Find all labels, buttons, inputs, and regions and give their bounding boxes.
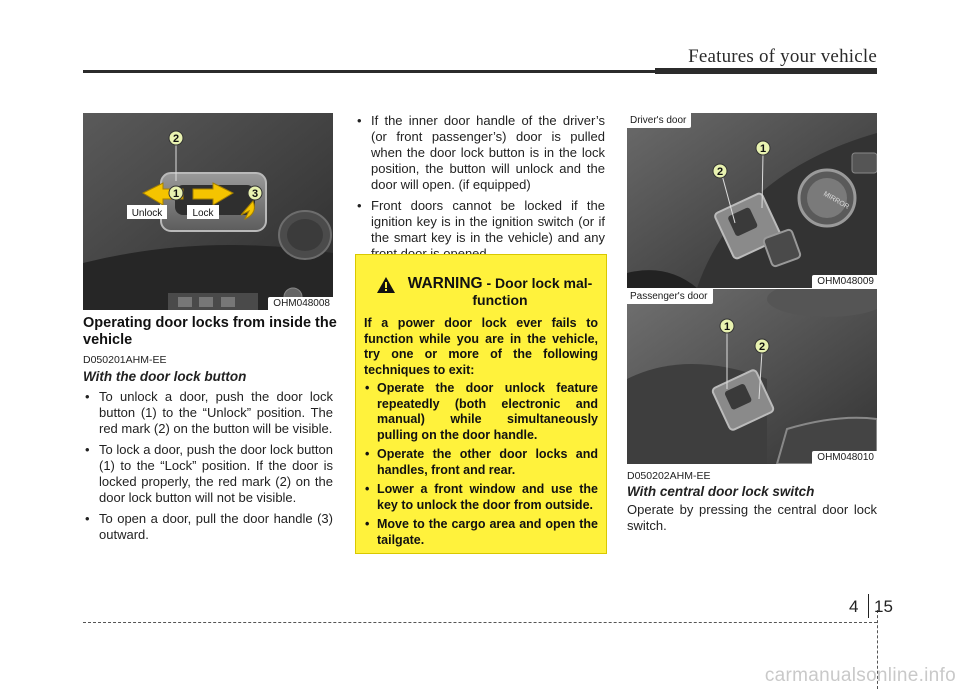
reference-code: D050201AHM-EE [83, 354, 167, 366]
callout-1-text: 1 [172, 188, 180, 200]
figure-code: OHM048010 [812, 451, 877, 464]
paragraph: Operate by pressing the central door lock switch. [627, 502, 877, 533]
figure-caption: Driver's door [627, 113, 691, 128]
section-title: Features of your vehicle [688, 46, 877, 67]
list-item: • Lower a front window and use the key to unlock the door from outside. [365, 482, 598, 512]
warning-header [364, 275, 598, 308]
lock-label: Lock [192, 208, 214, 219]
list-item: • To lock a door, push the door lock button (1) to the “Lock” position. If the door is locked properly, the red mark (2) on the door lock button will not be visible. [85, 442, 333, 505]
callout-1-text: 1 [723, 321, 731, 333]
chapter-number: 4 [849, 597, 859, 616]
warning-intro: If a power door lock ever fails to function while you are in the vehicle, try one or more of the following techniques to exit: [364, 316, 598, 377]
door-handle-illustration [83, 113, 333, 310]
warning-list [364, 381, 598, 548]
sub-heading: With the door lock button [83, 369, 247, 384]
list-item: • To unlock a door, push the door lock button (1) to the “Unlock” position. The red mark (2) on the button will be visible. [85, 389, 333, 436]
door-handle-photo [83, 113, 333, 310]
warning-title: WARNING - Door lock mal-function [407, 275, 593, 308]
bullet-list [83, 389, 333, 548]
footer-rule [83, 622, 877, 623]
list-item: • Move to the cargo area and open the tailgate. [365, 517, 598, 547]
passengers-door-illustration [627, 289, 877, 464]
page-number-separator [868, 594, 869, 618]
callout-3-text: 3 [251, 188, 259, 200]
passengers-door-photo [627, 289, 877, 464]
figure-code: OHM048008 [268, 297, 333, 310]
mirror-switch-label: MIRROR [822, 190, 851, 211]
callout-2-text: 2 [172, 133, 180, 145]
callout-2-text: 2 [758, 341, 766, 353]
list-item: • Front doors cannot be locked if the ignition key is in the ignition switch (or if the smart key is in the vehicle) and any [357, 198, 605, 245]
drivers-door-illustration [627, 113, 877, 288]
unlock-label: Unlock [131, 208, 163, 219]
section-heading: Operating door locks from inside the vehicle [83, 315, 337, 348]
header-rule-accent [655, 68, 877, 74]
callout-1-text: 1 [759, 143, 767, 155]
list-item: • To open a door, pull the door handle (3) outward. [85, 511, 333, 542]
list-item: • If the inner door handle of the driver’s (or front passenger’s) door is pulled when the door lock button is in the lock position, the button will unlock and the door will open. (if equipped) [357, 113, 605, 192]
list-item: • Operate the other door locks and handles, front and rear. [365, 447, 598, 477]
drivers-door-photo [627, 113, 877, 288]
figure-caption: Passenger's door [627, 289, 713, 304]
warning-triangle-icon [376, 276, 396, 294]
figure-code: OHM048009 [812, 275, 877, 288]
callout-2-text: 2 [716, 166, 724, 178]
list-item: • Operate the door unlock feature repeatedly (both electronic and manual) while simultaneously pulling on the door handle. [365, 381, 598, 442]
page-number: 15 [874, 597, 893, 616]
warning-box [355, 254, 607, 554]
reference-code: D050202AHM-EE [627, 470, 711, 482]
sub-heading: With central door lock switch [627, 484, 815, 499]
bullet-list-middle [355, 113, 605, 267]
watermark: carmanualsonline.info [764, 665, 956, 686]
